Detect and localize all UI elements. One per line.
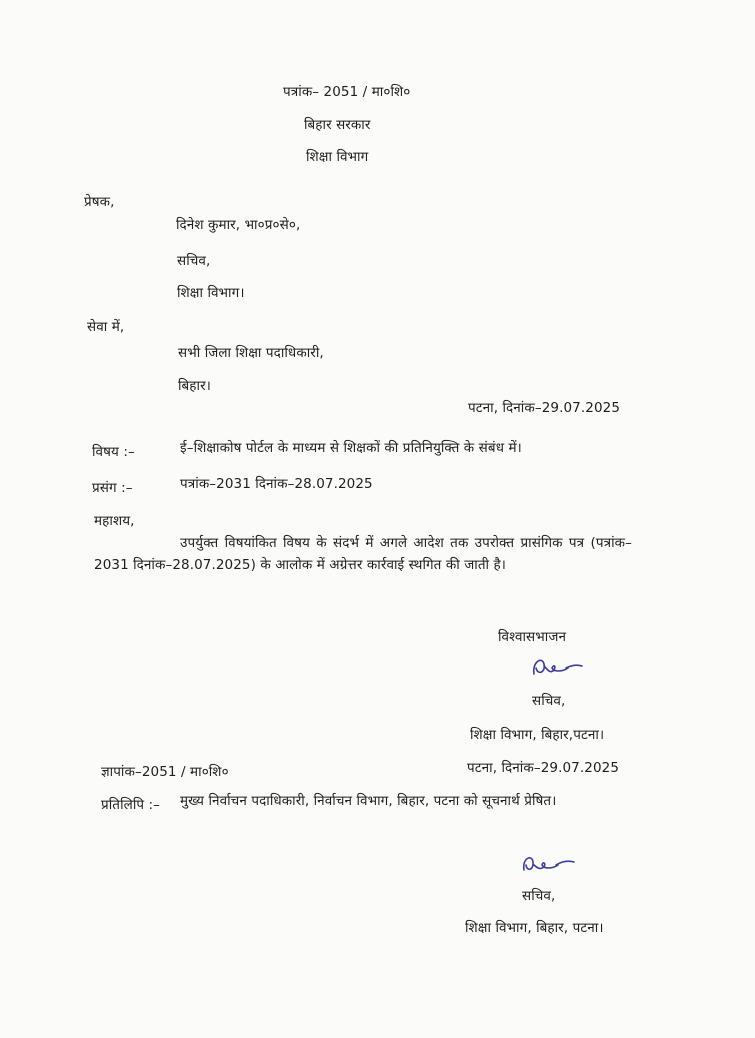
recipient-label: सेवा में,	[87, 319, 125, 335]
signoff2-designation: सचिव,	[522, 888, 556, 904]
letter-date: पटना, दिनांक–29.07.2025	[468, 400, 621, 416]
sender-name: दिनेश कुमार, भा०प्र०से०,	[176, 217, 301, 233]
recipient-name: सभी जिला शिक्षा पदाधिकारी,	[178, 345, 324, 361]
signoff2-department: शिक्षा विभाग, बिहार, पटना।	[465, 920, 604, 936]
body-paragraph	[94, 532, 632, 576]
signature-image	[528, 652, 588, 682]
reference-text: पत्रांक–2031 दिनांक–28.07.2025	[180, 476, 373, 492]
copy-text: मुख्य निर्वाचन पदाधिकारी, निर्वाचन विभाग, बिहार, पटना को सूचनार्थ प्रेषित।	[180, 793, 557, 809]
closing: विश्वासभाजन	[498, 629, 567, 645]
body-text: उपर्युक्त विषयांकित विषय के संदर्भ में अगले आदेश तक उपरोक्त प्रासंगिक पत्र (पत्रांक–2031 दिनांक–28.07.2025) के आलोक में अग्रेत्तर कार्रवाई स्थगित की जाती है।	[94, 535, 632, 573]
recipient-place: बिहार।	[178, 378, 211, 394]
sender-department: शिक्षा विभाग।	[177, 285, 245, 301]
reference-label: प्रसंग :–	[92, 480, 133, 496]
signature-image-2	[518, 850, 578, 880]
sender-label: प्रेषक,	[84, 194, 115, 210]
signoff-department: शिक्षा विभाग, बिहार,पटना।	[470, 727, 605, 743]
memo-date: पटना, दिनांक–29.07.2025	[467, 760, 620, 776]
letter-number: पत्रांक– 2051 / मा०शि०	[283, 84, 411, 100]
government-title: बिहार सरकार	[304, 117, 371, 133]
sender-designation: सचिव,	[177, 253, 211, 269]
subject-label: विषय :–	[92, 444, 135, 460]
memo-number: ज्ञापांक–2051 / मा०शि०	[101, 764, 229, 780]
subject-text: ई–शिक्षाकोष पोर्टल के माध्यम से शिक्षकों की प्रतिनियुक्ति के संबंध में।	[180, 440, 522, 456]
department-title: शिक्षा विभाग	[306, 149, 369, 165]
signoff-designation: सचिव,	[532, 693, 566, 709]
copy-label: प्रतिलिपि :–	[101, 797, 160, 813]
salutation: महाशय,	[94, 513, 135, 529]
